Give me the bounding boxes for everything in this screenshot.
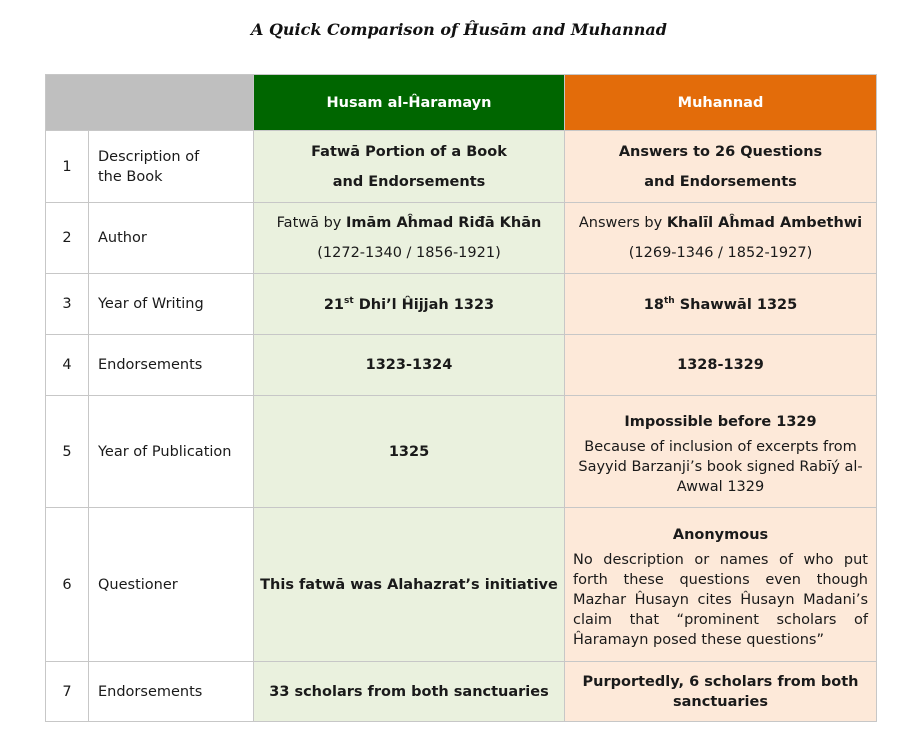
- muhannad-cell: [565, 203, 877, 274]
- muhannad-cell: [565, 131, 877, 203]
- husam-cell: 1323-1324: [254, 335, 565, 396]
- husam-cell: This fatwā was Alahazrat’s initiative: [254, 508, 565, 662]
- muhannad-author-name: Khalīl Aĥmad Ambethwi: [666, 215, 863, 231]
- row-number: 7: [46, 662, 89, 722]
- table-row: [46, 274, 877, 335]
- husam-cell: 33 scholars from both sanctuaries: [254, 662, 565, 722]
- table-row: [46, 131, 877, 203]
- husam-cell: [254, 203, 565, 274]
- muhannad-ordinal: th: [663, 295, 675, 306]
- muhannad-dates: (1269-1346 / 1852-1927): [628, 245, 813, 261]
- husam-cell: [254, 274, 565, 335]
- header-row: [46, 75, 877, 131]
- husam-ordinal: st: [344, 295, 354, 306]
- document-title: A Quick Comparison of Ĥusām and Muhannad: [251, 20, 667, 39]
- muhannad-heading: Anonymous: [672, 526, 769, 543]
- husam-day: 21: [323, 296, 345, 313]
- row-label: Endorsements: [89, 662, 254, 722]
- row-label: Author: [89, 203, 254, 274]
- header-muhannad: Muhannad: [565, 75, 877, 131]
- row-number: 6: [46, 508, 89, 662]
- table-row: [46, 335, 877, 396]
- husam-dates: (1272-1340 / 1856-1921): [317, 245, 501, 261]
- row-label: Questioner: [89, 508, 254, 662]
- row-label: Year of Writing: [89, 274, 254, 335]
- muhannad-cell: [565, 274, 877, 335]
- header-blank-cell: [46, 75, 254, 131]
- row-label: Year of Publication: [89, 396, 254, 508]
- husam-date-rest: Dhi’l Ĥijjah 1323: [353, 296, 495, 313]
- muhannad-prefix: Answers by: [578, 215, 667, 231]
- comparison-table: [45, 74, 877, 722]
- header-husam: Husam al-Ĥaramayn: [254, 75, 565, 131]
- row-label: Endorsements: [89, 335, 254, 396]
- row-number: 4: [46, 335, 89, 396]
- muhannad-cell: [565, 508, 877, 662]
- table-row: [46, 508, 877, 662]
- muhannad-line: and Endorsements: [644, 173, 797, 190]
- muhannad-heading: Impossible before 1329: [624, 413, 817, 430]
- muhannad-cell: [565, 396, 877, 508]
- husam-prefix: Fatwā by: [276, 215, 346, 231]
- row-number: 1: [46, 131, 89, 203]
- husam-line: Fatwā Portion of a Book: [311, 143, 507, 160]
- row-number: 2: [46, 203, 89, 274]
- muhannad-cell: Purportedly, 6 scholars from both sanctuaries: [565, 662, 877, 722]
- table-row: [46, 396, 877, 508]
- table-row: [46, 662, 877, 722]
- muhannad-date-rest: Shawwāl 1325: [674, 296, 798, 313]
- muhannad-cell: 1328-1329: [565, 335, 877, 396]
- muhannad-note: Because of inclusion of excerpts from Sayyid Barzanji’s book signed Rabīý al-Awwal 1329: [578, 438, 863, 495]
- husam-cell: [254, 131, 565, 203]
- muhannad-line: Answers to 26 Questions: [618, 143, 823, 160]
- muhannad-day: 18: [643, 296, 664, 313]
- row-label: Description of the Book: [89, 131, 254, 203]
- row-number: 3: [46, 274, 89, 335]
- row-number: 5: [46, 396, 89, 508]
- husam-line: and Endorsements: [332, 173, 486, 190]
- muhannad-note: No description or names of who put forth these questions even though Mazhar Ĥusayn cites Ĥusayn Madani’s claim that “prominent scholars of Ĥaramayn posed these questions”: [573, 551, 868, 648]
- husam-cell: 1325: [254, 396, 565, 508]
- table-row: [46, 203, 877, 274]
- husam-author-name: Imām Aĥmad Riđā Khān: [346, 215, 542, 231]
